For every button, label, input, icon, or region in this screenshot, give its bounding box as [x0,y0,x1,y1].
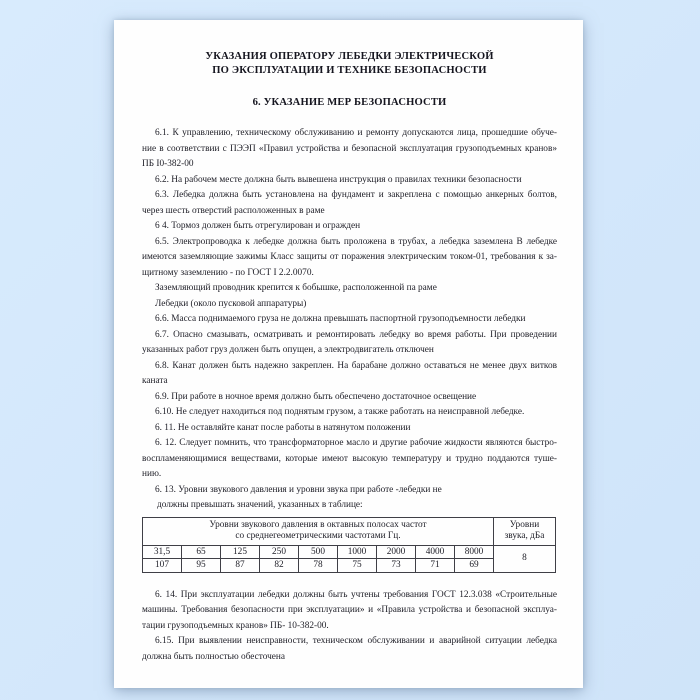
body-line: 6.8. Канат должен быть надежно закреплен. На барабане должно оставаться не менее двух витков [155,360,557,371]
table-header-sound-line2: звука, дБа [504,531,545,541]
body-line: воспламеняющимися веществами, которые имеют высокую температуру и трудно поддаются туше- [142,453,557,464]
body-line: 6. 11. Не оставляйте канат после работы в натянутом положении [155,422,411,433]
document-title-line1: УКАЗАНИЯ ОПЕРАТОРУ ЛЕБЕДКИ ЭЛЕКТРИЧЕСКОЙ [205,51,494,62]
footer-text [142,588,557,666]
body-line: 6.1. К управлению, техническому обслуживанию и ремонту допускаются лица, прошедшие обуче- [155,128,557,138]
body-line: Лебедки (около пусковой аппаратуры) [155,298,307,309]
pressure-level-cell: 82 [260,559,299,573]
table-header-pressure-line2: со среднегеометрическими частотами Гц. [235,531,401,541]
document-title [142,50,557,77]
body-line: 6. 13. Уровни звукового давления и уровни звука при работе -лебедки не [155,484,442,495]
pressure-level-cell: 87 [221,559,260,573]
frequency-cell: 65 [182,545,221,559]
body-line: 6 4. Тормоз должен быть отрегулирован и огражден [155,221,361,231]
body-line: 6. 12. Следует помнить, что трансформаторное масло и другие рабочие жидкости являются быстро- [155,438,557,448]
body-text [142,126,557,514]
body-line: 6.2. На рабочем месте должна быть вывешена инструкция о правилах техники безопасности [155,174,522,185]
body-line: 6.10. Не следует находиться под поднятым грузом, а также работать на неисправной лебедке. [155,407,525,417]
body-line: тации грузоподъемных кранов» ПБ- 10-382-00. [142,620,329,631]
frequency-cell: 2000 [377,545,416,559]
document-title-line2: ПО ЭКСПЛУАТАЦИИ И ТЕХНИКЕ БЕЗОПАСНОСТИ [212,64,487,76]
frequency-cell: 8000 [455,545,494,559]
pressure-level-cell: 95 [182,559,221,573]
frequency-cell: 4000 [416,545,455,559]
body-line: 6.9. При работе в ночное время должно быть обеспечено достаточное освещение [155,391,477,402]
sound-level-cell: 8 [494,545,556,572]
pressure-level-cell: 78 [299,559,338,573]
frequency-cell: 250 [260,545,299,559]
pressure-level-cell: 75 [338,559,377,573]
section-heading: 6. УКАЗАНИЕ МЕР БЕЗОПАСНОСТИ [252,97,447,108]
body-line: 6.5. Электропроводка к лебедке должна быть проложена в трубах, а лебедка заземлена В лебедке [155,236,557,247]
body-line: указанных работ груз должен быть опущен, а электродвигатель отключен [142,345,434,355]
frequency-cell: 31,5 [143,545,182,559]
body-line: через шесть отверстий расположенных в раме [142,205,325,216]
body-line: Заземляющий проводник крепится к бобышке, расположенной па раме [155,283,437,293]
page-content [142,20,557,665]
body-line: ние в соответствии с ПЭЭП «Правил устройства и безопасной эксплуатация грузоподъемных кранов» [142,143,557,154]
body-line: 6.3. Лебедка должна быть установлена на фундамент и закреплена с помощью анкерных болтов, [155,190,557,200]
body-line: должны превышать значений, указанных в таблице: [157,500,363,510]
table-header-sound-level [494,517,556,545]
body-line: каната [142,376,168,386]
body-line: щитному заземлению - по ГОСТ I 2.2.0070. [142,267,314,278]
body-line: машины. Требования безопасности при эксплуатации» и «Правила устройства и безопасной эксплуа- [142,605,557,615]
pressure-level-cell: 69 [455,559,494,573]
body-line: 6.15. При выявлении неисправности, техническом обслуживании и аварийной ситуации лебедка [155,636,557,646]
frequency-cell: 500 [299,545,338,559]
body-line: 6.7. Опасно смазывать, осматривать и ремонтировать лебедку во время работы. При проведении [155,329,557,340]
frequency-cell: 125 [221,545,260,559]
body-line: 6. 14. При эксплуатации лебедки должны быть учтены требования ГОСТ 12.3.038 «Строительные [155,589,557,600]
body-line: ПБ I0-382-00 [142,159,194,169]
body-line: должна быть полностью обесточена [142,651,286,662]
document-page [114,20,583,688]
body-line: имеются заземляющие зажимы Класс защиты от поражения электрическим током-01, требования к за- [142,252,557,262]
noise-levels-table [142,517,556,573]
table-header-pressure-line1: Уровни звукового давления в октавных полосах частот [209,520,427,530]
body-line: 6.6. Масса поднимаемого груза не должна превышать паспортной грузоподъемности лебедки [155,314,526,324]
pressure-level-cell: 71 [416,559,455,573]
body-line: нию. [142,469,162,479]
pressure-level-cell: 73 [377,559,416,573]
table-header-sound-line1: Уровни [509,520,540,530]
frequency-cell: 1000 [338,545,377,559]
pressure-level-cell: 107 [143,559,182,573]
table-header-pressure [143,517,494,545]
